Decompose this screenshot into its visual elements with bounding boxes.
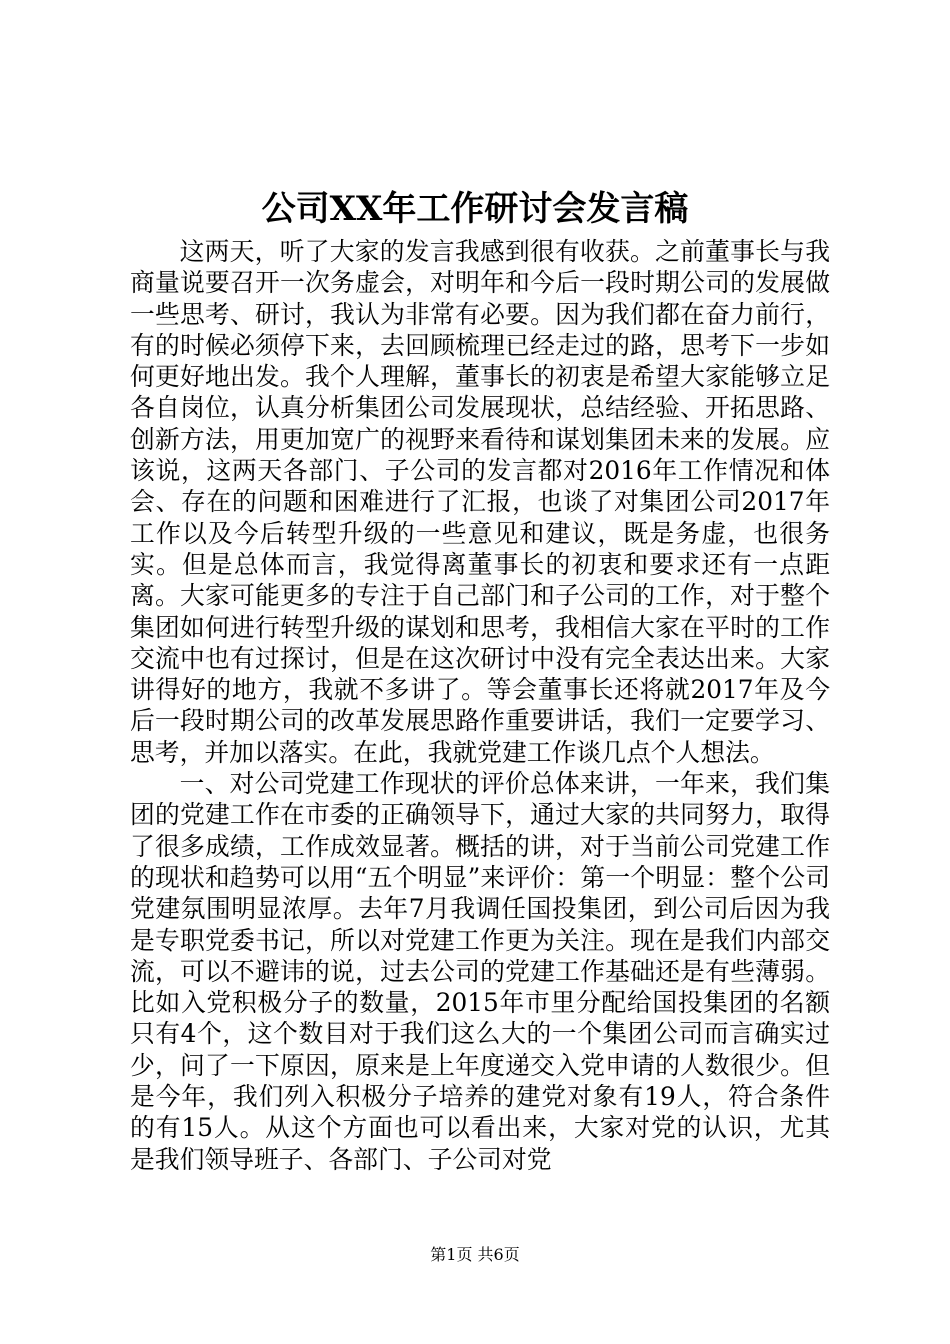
document-title: 公司XX年工作研讨会发言稿 (261, 189, 689, 229)
paragraph-1: 这两天，听了大家的发言我感到很有收获。之前董事长与我商量说要召开一次务虚会，对明年和今后一段时期公司的发展做一些思考、研讨，我认为非常有必要。因为我们都在奋力前行，有的时候必须停下来，去回顾梳理已经走过的路，思考下一步如何更好地出发。我个人理解，董事长的初衷是希望大家能够立足各自岗位，认真分析集团公司发展现状，总结经验、开拓思路、创新方法，用更加宽广的视野来看待和谋划集团未来的发展。应该说，这两天各部门、子公司的发言都对2016年工作情况和体会、存在的问题和困难进行了汇报，也谈了对集团公司2017年工作以及今后转型升级的一些意见和建议，既是务虚，也很务实。但是总体而言，我觉得离董事长的初衷和要求还有一点距离。大家可能更多的专注于自己部门和子公司的工作，对于整个集团如何进行转型升级的谋划和思考，我相信大家在平时的工作交流中也有过探讨，但是在这次研讨中没有完全表达出来。大家讲得好的地方，我就不多讲了。等会董事长还将就2017年及今后一段时期公司的改革发展思路作重要讲话，我们一定要学习、思考，并加以落实。在此，我就党建工作谈几点个人想法。 (130, 237, 830, 767)
page-number-footer: 第1页 共6页 (430, 1245, 520, 1264)
paragraph-2: 一、对公司党建工作现状的评价总体来讲，一年来，我们集团的党建工作在市委的正确领导下，通过大家的共同努力，取得了很多成绩，工作成效显著。概括的讲，对于当前公司党建工作的现状和趋势可以用“五个明显”来评价：第一个明显：整个公司党建氛围明显浓厚。去年7月我调任国投集团，到公司后因为我是专职党委书记，所以对党建工作更为关注。现在是我们内部交流，可以不避讳的说，过去公司的党建工作基础还是有些薄弱。比如入党积极分子的数量，2015年市里分配给国投集团的名额只有4个，这个数目对于我们这么大的一个集团公司而言确实过少，问了一下原因，原来是上年度递交入党申请的人数很少。但是今年，我们列入积极分子培养的建党对象有19人，符合条件的有15人。从这个方面也可以看出来，大家对党的认识，尤其是我们领导班子、各部门、子公司对党 (130, 769, 830, 1174)
document-body (130, 236, 830, 1175)
